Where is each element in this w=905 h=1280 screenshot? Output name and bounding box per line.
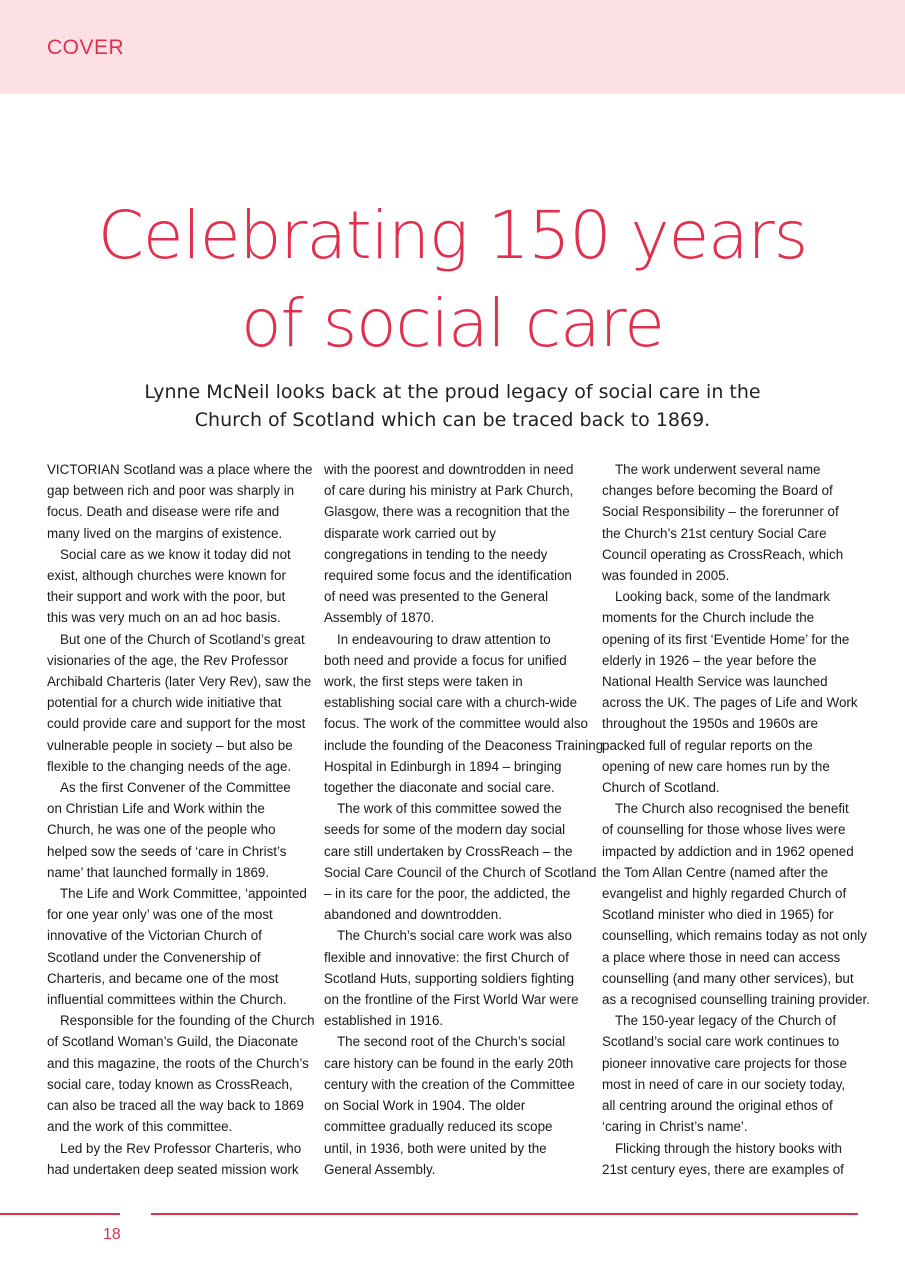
body-text-line: with the poorest and downtrodden in need	[324, 462, 574, 477]
body-text-line: VICTORIAN Scotland was a place where the	[47, 462, 313, 477]
body-text-line: opening of its first ‘Eventide Home’ for the	[602, 631, 850, 647]
body-text-line: elderly in 1926 – the year before the	[602, 652, 817, 668]
body-text-line: abandoned and downtrodden.	[324, 907, 502, 923]
body-text-line: visionaries of the age, the Rev Professor	[47, 652, 289, 668]
body-text-line: could provide care and support for the most	[47, 716, 306, 732]
body-text-line: had undertaken deep seated mission work	[47, 1161, 299, 1177]
body-column-2	[324, 459, 604, 1180]
body-text-line: Council operating as CrossReach, which	[602, 546, 844, 562]
body-text-line: potential for a church wide initiative that	[47, 695, 282, 711]
body-text-line: The work underwent several name	[615, 462, 821, 477]
body-text-line: on Social Work in 1904. The older	[324, 1098, 526, 1114]
body-text-line: a place where those in need can access	[602, 949, 841, 965]
body-text-line: exist, although churches were known for	[47, 568, 286, 584]
body-text-line: of need was presented to the General	[324, 589, 549, 605]
body-text-line: influential committees within the Church.	[47, 992, 287, 1008]
body-text-line: most in need of care in our society today,	[602, 1076, 846, 1092]
body-text-line: Social Responsibility – the forerunner of	[602, 504, 839, 520]
body-text-line: Church, he was one of the people who	[47, 822, 276, 838]
body-text-line: In endeavouring to draw attention to	[337, 631, 551, 647]
body-text-line: counselling, which remains today as not only	[602, 928, 867, 944]
body-text-line: was founded in 2005.	[602, 568, 730, 584]
body-text-line: General Assembly.	[324, 1161, 436, 1177]
body-text-line: across the UK. The pages of Life and Work	[602, 695, 858, 711]
body-text-line: pioneer innovative care projects for those	[602, 1055, 847, 1071]
body-text-line: gap between rich and poor was sharply in	[47, 483, 295, 499]
body-text-line: The Church also recognised the benefit	[615, 801, 849, 817]
body-text-line: The second root of the Church’s social	[337, 1034, 566, 1050]
body-text-line: disparate work carried out by	[324, 525, 496, 541]
body-text-line: focus. Death and disease were rife and	[47, 504, 280, 520]
body-text-line: century with the creation of the Committee	[324, 1076, 575, 1092]
footer-rule-right	[151, 1213, 858, 1215]
body-text-line: Flicking through the history books with	[615, 1140, 843, 1156]
standfirst-line-1: Lynne McNeil looks back at the proud legacy of social care in the	[144, 381, 761, 403]
body-text-line: Scotland Huts, supporting soldiers fighting	[324, 970, 575, 986]
body-text-line: and this magazine, the roots of the Church’s	[47, 1055, 309, 1071]
article-title	[0, 192, 905, 368]
body-text-line: many lived on the margins of existence.	[47, 525, 283, 541]
body-text-line: Glasgow, there was a recognition that the	[324, 504, 570, 520]
body-text-line: Charteris, and became one of the most	[47, 970, 279, 986]
standfirst	[0, 378, 905, 434]
body-text-line: innovative of the Victorian Church of	[47, 928, 262, 944]
body-text-line: of care during his ministry at Park Church,	[324, 483, 574, 499]
body-text-line: care history can be found in the early 20th	[324, 1055, 574, 1071]
footer-rule-left	[0, 1213, 120, 1215]
body-text-line: on the frontline of the First World War were	[324, 992, 579, 1008]
body-text-line: together the diaconate and social care.	[324, 780, 555, 796]
body-text-line: this was very much on an ad hoc basis.	[47, 610, 281, 626]
body-text-line: work, the first steps were taken in	[324, 674, 523, 690]
body-text-line: Responsible for the founding of the Church	[60, 1013, 315, 1029]
body-text-line: The 150-year legacy of the Church of	[615, 1013, 837, 1029]
body-text-line: until, in 1936, both were united by the	[324, 1140, 547, 1156]
body-text-line: 21st century eyes, there are examples of	[602, 1161, 844, 1177]
body-text-line: their support and work with the poor, but	[47, 589, 286, 605]
body-text-line: social care, today known as CrossReach,	[47, 1076, 293, 1092]
body-text-line: focus. The work of the committee would also	[324, 716, 588, 732]
body-text-line: opening of new care homes run by the	[602, 758, 830, 774]
body-text-line: Archibald Charteris (later Very Rev), saw the	[47, 674, 312, 690]
body-text-line: care still undertaken by CrossReach – the	[324, 843, 573, 859]
body-text-line: committee gradually reduced its scope	[324, 1119, 553, 1135]
body-text-line: as a recognised counselling training provider.	[602, 992, 870, 1008]
article-title-line-1: Celebrating 150 years	[97, 197, 808, 274]
body-text-line: Scotland minister who died in 1965) for	[602, 907, 834, 923]
body-column-1	[47, 459, 315, 1180]
body-text-line: evangelist and highly regarded Church of	[602, 886, 847, 902]
page-number: 18	[103, 1226, 121, 1243]
body-text-line: As the first Convener of the Committee	[60, 780, 291, 796]
body-text-line: congregations in tending to the needy	[324, 546, 548, 562]
body-text-line: throughout the 1950s and 1960s are	[602, 716, 818, 732]
body-text-line: required some focus and the identification	[324, 568, 572, 584]
body-text-line: changes before becoming the Board of	[602, 483, 833, 499]
body-text-line: moments for the Church include the	[602, 610, 815, 626]
body-column-3	[602, 459, 870, 1180]
body-text-line: Looking back, some of the landmark	[615, 589, 831, 605]
body-text-line: establishing social care with a church-wide	[324, 695, 578, 711]
body-text-line: Church of Scotland.	[602, 780, 720, 796]
body-text-line: packed full of regular reports on the	[602, 737, 813, 753]
body-text-line: Social Care Council of the Church of Scotland	[324, 864, 597, 880]
body-text-line: of counselling for those whose lives were	[602, 822, 846, 838]
section-label: COVER	[47, 36, 125, 59]
body-text-line: on Christian Life and Work within the	[47, 801, 265, 817]
body-text-line: impacted by addiction and in 1962 opened	[602, 843, 854, 859]
body-text-line: Scotland’s social care work continues to	[602, 1034, 840, 1050]
body-text-line: can also be traced all the way back to 1869	[47, 1098, 304, 1114]
body-text-line: Assembly of 1870.	[324, 610, 435, 626]
body-text-line: flexible to the changing needs of the age.	[47, 758, 292, 774]
body-text-line: the Church’s 21st century Social Care	[602, 525, 827, 541]
body-text-line: The work of this committee sowed the	[337, 801, 562, 817]
body-text-line: seeds for some of the modern day social	[324, 822, 566, 838]
body-text-line: for one year only’ was one of the most	[47, 907, 273, 923]
body-text-line: include the founding of the Deaconess Training	[324, 737, 604, 753]
body-text-line: But one of the Church of Scotland’s great	[60, 631, 305, 647]
body-text-line: of Scotland Woman’s Guild, the Diaconate	[47, 1034, 299, 1050]
body-text-line: flexible and innovative: the first Church of	[324, 949, 569, 965]
body-text-line: National Health Service was launched	[602, 674, 828, 690]
body-text-line: Social care as we know it today did not	[60, 546, 291, 562]
body-text-line: helped sow the seeds of ‘care in Christ’s	[47, 843, 287, 859]
body-text-line: name’ that launched formally in 1869.	[47, 864, 270, 880]
body-text-line: the Tom Allan Centre (named after the	[602, 864, 829, 880]
body-text-line: all centring around the original ethos of	[602, 1098, 833, 1114]
body-text-line: – in its care for the poor, the addicted, the	[324, 886, 571, 902]
body-text-line: Led by the Rev Professor Charteris, who	[60, 1140, 302, 1156]
body-text-line: vulnerable people in society – but also be	[47, 737, 293, 753]
article-title-line-2: of social care	[241, 285, 664, 362]
body-text-line: both need and provide a focus for unified	[324, 652, 567, 668]
body-text-line: ‘caring in Christ’s name’.	[602, 1119, 748, 1135]
body-text-line: The Life and Work Committee, ‘appointed	[60, 886, 307, 902]
section-header-band	[0, 0, 905, 94]
body-text-line: and the work of this committee.	[47, 1119, 233, 1135]
body-text-line: counselling (and many other services), but	[602, 970, 854, 986]
body-text-line: The Church’s social care work was also	[337, 928, 572, 944]
body-text-line: established in 1916.	[324, 1013, 444, 1029]
body-text-line: Hospital in Edinburgh in 1894 – bringing	[324, 758, 562, 774]
body-text-line: Scotland under the Convenership of	[47, 949, 261, 965]
standfirst-line-2: Church of Scotland which can be traced back to 1869.	[194, 409, 711, 431]
